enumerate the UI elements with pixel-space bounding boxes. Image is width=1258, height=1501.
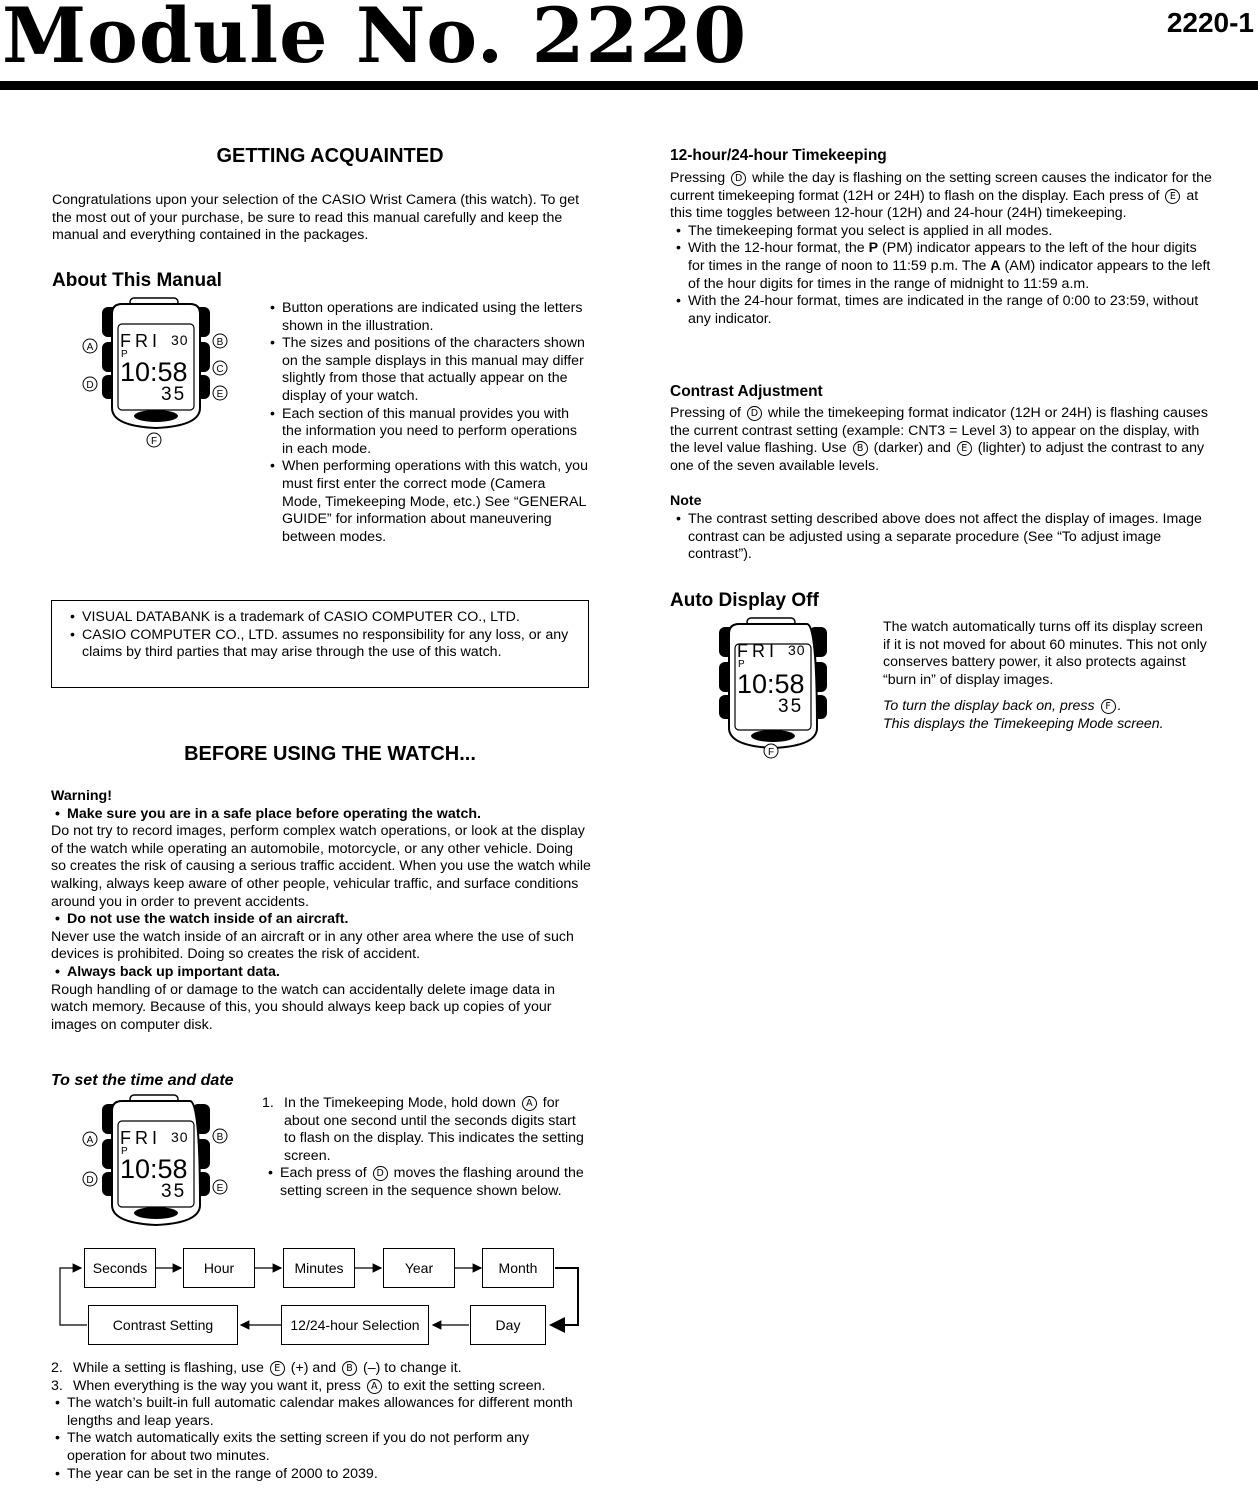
watch-seconds: 35 (778, 696, 804, 717)
list-item: • Each section of this manual provides you with the information you need to perform operations in each mode. (266, 406, 588, 459)
button-d-label (83, 1172, 97, 1186)
warning-title: • Make sure you are in a safe place before operating the watch. (51, 806, 591, 824)
warning-text: Rough handling of or damage to the watch can accidentally delete image data in watch memory. Because of this, you should always keep back up copies of your images on computer disk. (51, 981, 555, 1033)
svg-text:A: A (86, 1135, 94, 1146)
contrast-paragraph: Pressing of D while the timekeeping format indicator (12H or 24H) is flashing causes the current contrast setting (example: CNT3 = Level 3) to appear on the display, with the level value flashing. Use B (darker) and E (lighter) to adjust the contrast to any one of the seven available levels. (670, 405, 1208, 474)
button-d-icon: D (731, 171, 746, 186)
watch-illustration-1 (78, 296, 238, 451)
before-using-heading: BEFORE USING THE WATCH... (184, 743, 476, 765)
button-f-label (764, 744, 778, 758)
svg-text:D: D (86, 1175, 94, 1186)
button-a-label (83, 1132, 97, 1146)
button-d-icon: D (373, 1166, 388, 1181)
header-rule (0, 81, 1258, 90)
button-f-icon: F (1101, 699, 1116, 714)
svg-text:A: A (86, 342, 94, 353)
flow-hour: Hour (183, 1248, 255, 1288)
module-title: Module No. 2220 (2, 0, 748, 80)
timekeeping-12-24-heading: 12-hour/24-hour Timekeeping (670, 147, 887, 164)
list-item: • The watch’s built-in full automatic calendar makes allowances for different month lengths and leap years. (51, 1395, 591, 1430)
watch-date: 30 (171, 1129, 189, 1145)
warning-label: Warning! (51, 788, 112, 804)
button-a-icon: A (522, 1096, 537, 1111)
watch-illustration-2 (78, 1093, 238, 1228)
watch-day: FRI (120, 331, 161, 351)
svg-text:D: D (86, 380, 94, 391)
svg-text:F: F (150, 436, 158, 447)
button-f-label (147, 433, 161, 447)
button-b-icon: B (342, 1361, 357, 1376)
watch-pm: P (738, 659, 745, 670)
watch-illustration-3 (695, 616, 855, 764)
timekeeping-paragraph: Pressing D while the day is flashing on the setting screen causes the indicator for the current timekeeping format (12H or 24H) to flash on the display. Each press of E at this time toggles between 12-hour (12H) and 24-hour (24H) timekeeping. (670, 170, 1212, 222)
button-b-label (213, 1129, 227, 1143)
turn-on-instruction: To turn the display back on, press F . This displays the Timekeeping Mode screen. (883, 698, 1164, 732)
button-a-label (83, 339, 97, 353)
list-item: • The contrast setting described above does not affect the display of images. Image contrast can be adjusted using a separate procedure (See “To adjust image contrast”). (672, 511, 1215, 564)
set-time-steps (262, 1095, 590, 1201)
page-number: 2220-1 (1166, 7, 1254, 38)
timekeeping-12-24-section (670, 170, 1215, 328)
contrast-section (670, 405, 1215, 564)
watch-day: FRI (120, 1128, 161, 1148)
watch-day: FRI (737, 641, 778, 661)
watch-time: 10:58 (737, 669, 805, 699)
button-e-icon: E (1165, 189, 1180, 204)
button-e-label (213, 1180, 227, 1194)
flow-year: Year (383, 1248, 455, 1288)
flow-month: Month (482, 1248, 554, 1288)
warning-text: Never use the watch inside of an aircraft or in any other area where the use of such devices is prohibited. Doing so creates the risk of accident. (51, 928, 574, 963)
contrast-heading: Contrast Adjustment (670, 383, 823, 400)
list-item: • With the 12-hour format, the P (PM) indicator appears to the left of the hour digits for times in the range of noon to 11:59 p.m. The A (AM) indicator appears to the left of the hour digits for times in the range of midnight to 11:59 a.m. (672, 240, 1215, 293)
watch-date: 30 (171, 332, 189, 348)
flow-day: Day (470, 1305, 546, 1345)
list-item: • With the 24-hour format, times are indicated in the range of 0:00 to 23:59, without any indicator. (672, 293, 1215, 328)
button-e-label (213, 386, 227, 400)
watch-pm: P (121, 349, 128, 360)
button-d-icon: D (747, 406, 762, 421)
list-item: • Button operations are indicated using the letters shown in the illustration. (266, 300, 588, 335)
step-item: 1. In the Timekeeping Mode, hold down A for about one second until the seconds digits start to flash on the display. This indicates the setting screen. (262, 1095, 584, 1164)
about-manual-heading: About This Manual (52, 270, 222, 291)
warning-text: Do not try to record images, perform complex watch operations, or look at the display of the watch while operating an automobile, motorcycle, or any other vehicle. Doing so creates the risk of causing a serious traffic accident. When you use the watch while walking, always keep aware of other people, vehicular traffic, and surface conditions around you in order to prevent accidents. (51, 823, 591, 910)
getting-acquainted-heading: GETTING ACQUAINTED (216, 145, 444, 167)
list-item: • The sizes and positions of the characters shown on the sample displays in this manual may differ slightly from those that actually appear on the display of your watch. (266, 335, 588, 405)
button-e-icon: E (957, 441, 972, 456)
svg-text:B: B (216, 337, 224, 348)
flow-contrast: Contrast Setting (88, 1305, 238, 1345)
flow-seconds: Seconds (84, 1248, 156, 1288)
watch-seconds: 35 (161, 384, 187, 405)
intro-paragraph: Congratulations upon your selection of the CASIO Wrist Camera (this watch). To get the most out of your purchase, be sure to read this manual carefully and keep the manual and everything contained in the packages. (52, 192, 580, 244)
list-item: • The year can be set in the range of 2000 to 2039. (51, 1466, 591, 1484)
list-item: • CASIO COMPUTER CO., LTD. assumes no responsibility for any loss, or any claims by third parties that may arise through the use of this watch. (66, 627, 580, 662)
button-a-icon: A (367, 1379, 382, 1394)
step-item: 2. While a setting is flashing, use E (+) and B (–) to change it. (51, 1360, 462, 1376)
watch-pm: P (121, 1146, 128, 1157)
list-item: • The timekeeping format you select is applied in all modes. (672, 223, 1215, 241)
note-label: Note (670, 493, 702, 510)
flow-minutes: Minutes (283, 1248, 355, 1288)
svg-text:B: B (216, 1132, 224, 1143)
watch-time: 10:58 (120, 357, 188, 387)
set-time-heading: To set the time and date (51, 1072, 234, 1089)
step-item: 3. When everything is the way you want it, press A to exit the setting screen. (51, 1377, 546, 1394)
svg-text:C: C (216, 364, 224, 375)
flow-selection: 12/24-hour Selection (281, 1305, 429, 1345)
watch-seconds: 35 (161, 1181, 187, 1202)
list-item: • When performing operations with this watch, you must first enter the correct mode (Camera Mode, Timekeeping Mode, etc.) See “GENERAL GUIDE” for information about maneuvering between modes. (266, 458, 588, 546)
auto-off-text: The watch automatically turns off its display screen if it is not moved for about 60 minutes. This not only conserves battery power, it also protects against “burn in” of display images. (883, 619, 1207, 688)
button-c-label (213, 361, 227, 375)
auto-off-heading: Auto Display Off (670, 590, 819, 611)
list-item: • Each press of D moves the flashing around the setting screen in the sequence shown below. (264, 1165, 590, 1200)
trademark-box (51, 600, 589, 688)
button-d-label (83, 377, 97, 391)
watch-time: 10:58 (120, 1154, 188, 1184)
button-b-icon: B (853, 441, 868, 456)
auto-off-section (883, 619, 1213, 734)
svg-text:F: F (767, 747, 775, 758)
svg-text:E: E (216, 1183, 224, 1194)
warning-title: • Do not use the watch inside of an aircraft. (51, 911, 591, 929)
list-item: • VISUAL DATABANK is a trademark of CASIO COMPUTER CO., LTD. (66, 609, 580, 627)
about-manual-list (266, 300, 588, 546)
set-time-more (51, 1360, 591, 1483)
warning-title: • Always back up important data. (51, 964, 591, 982)
warning-section (51, 788, 591, 1034)
watch-date: 30 (788, 642, 806, 658)
svg-text:E: E (216, 389, 224, 400)
button-e-icon: E (270, 1361, 285, 1376)
list-item: • The watch automatically exits the setting screen if you do not perform any operation for about two minutes. (51, 1430, 591, 1465)
button-b-label (213, 334, 227, 348)
